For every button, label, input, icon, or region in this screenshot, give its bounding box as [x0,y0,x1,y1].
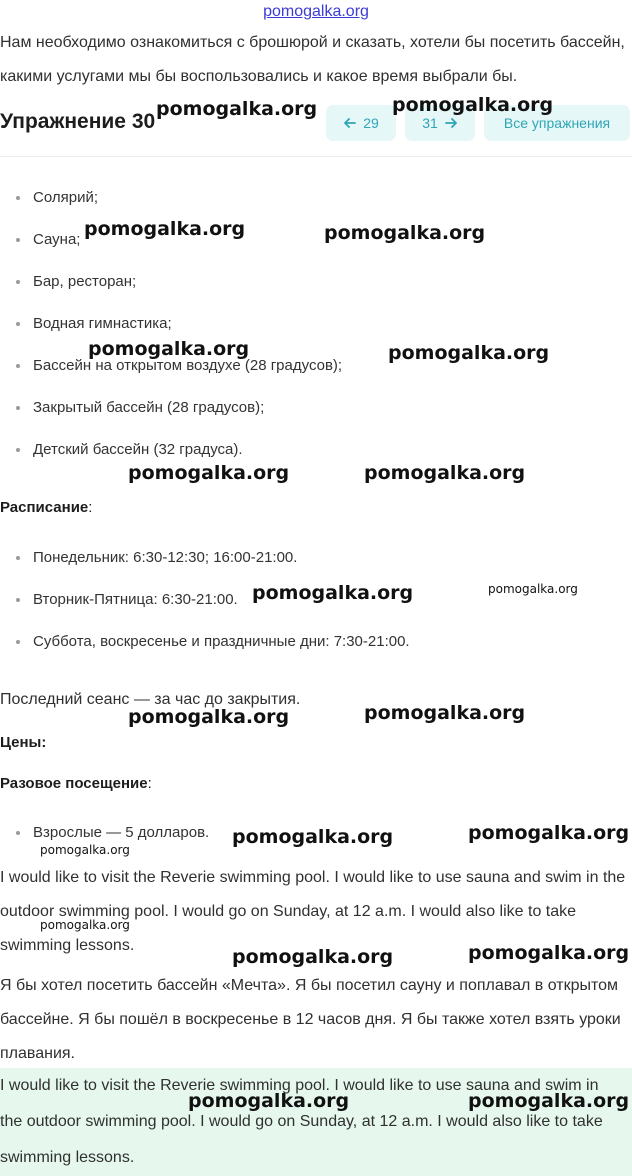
list-item: Взрослые — 5 долларов. [0,812,632,854]
site-url-link[interactable]: pomogalka.org [263,3,369,20]
schedule-heading: Расписание: [0,499,93,516]
watermark: pomogalka.org [40,918,130,932]
arrow-right-icon [444,116,458,130]
exercise-title: Упражнение 30 [0,110,156,133]
watermark: pomogalka.org [468,1090,630,1112]
watermark: pomogalka.org [156,98,318,120]
list-item: Детский бассейн (32 градуса). [0,429,632,471]
site-url-header[interactable] [0,0,632,24]
watermark: pomogalka.org [188,1090,350,1112]
all-exercises-label: Все упражнения [503,115,611,131]
watermark: pomogalka.org [128,706,290,728]
watermark: pomogalka.org [488,582,578,596]
highlighted-answer-text: I would like to visit the Reverie swimming pool. I would like to use sauna and swim in the outdoor swimming pool. I would go on Sunday, at 12 a.m. I would also like to take swimming lessons. [0,1077,603,1166]
prices-heading: Цены: [0,734,47,751]
watermark: pomogalka.org [364,702,526,724]
highlighted-answer-box [0,1068,632,1176]
arrow-left-icon [343,116,357,130]
list-item: Закрытый бассейн (28 градусов); [0,387,632,429]
list-item: Солярий; [0,177,632,219]
watermark: pomogalka.org [324,222,486,244]
list-item: Водная гимнастика; [0,303,632,345]
watermark: pomogalka.org [232,946,394,968]
watermark: pomogalka.org [232,826,394,848]
list-item: Бассейн на открытом воздухе (28 градусов); [0,345,632,387]
watermark: pomogalka.org [468,942,630,964]
list-item: Понедельник: 6:30-12:30; 16:00-21:00. [0,537,632,579]
watermark: pomogalka.org [392,94,554,116]
watermark: pomogalka.org [388,342,550,364]
intro-text: Нам необходимо ознакомиться с брошюрой и сказать, хотели бы посетить бассейн, какими услугами мы бы воспользовались и какое время выбрали бы. [0,34,625,85]
prev-exercise-label: 29 [363,115,379,131]
watermark: pomogalka.org [364,462,526,484]
list-item: Вторник-Пятница: 6:30-21:00. [0,579,632,621]
prev-exercise-button[interactable] [326,105,396,141]
russian-translation: Я бы хотел посетить бассейн «Мечта». Я бы посетил сауну и поплавал в открытом бассейне. Я бы пошёл в воскресенье в 12 часов дня. Я бы также хотел взять уроки плавания. [0,977,621,1062]
watermark: pomogalka.org [468,822,630,844]
list-item: Суббота, воскресенье и праздничные дни: 7:30-21:00. [0,621,632,663]
list-item: Бар, ресторан; [0,261,632,303]
single-visit-heading: Разовое посещение: [0,775,152,792]
watermark: pomogalka.org [252,582,414,604]
watermark: pomogalka.org [88,338,250,360]
english-answer: I would like to visit the Reverie swimming pool. I would like to use sauna and swim in the outdoor swimming pool. I would go on Sunday, at 12 a.m. I would also like to take swimming lessons. [0,869,626,954]
next-exercise-label: 31 [422,115,438,131]
list-item: Сауна; [0,219,632,261]
last-session-note: Последний сеанс — за час до закрытия. [0,691,301,708]
watermark: pomogalka.org [40,843,130,857]
watermark: pomogalka.org [128,462,290,484]
watermark: pomogalka.org [84,218,246,240]
